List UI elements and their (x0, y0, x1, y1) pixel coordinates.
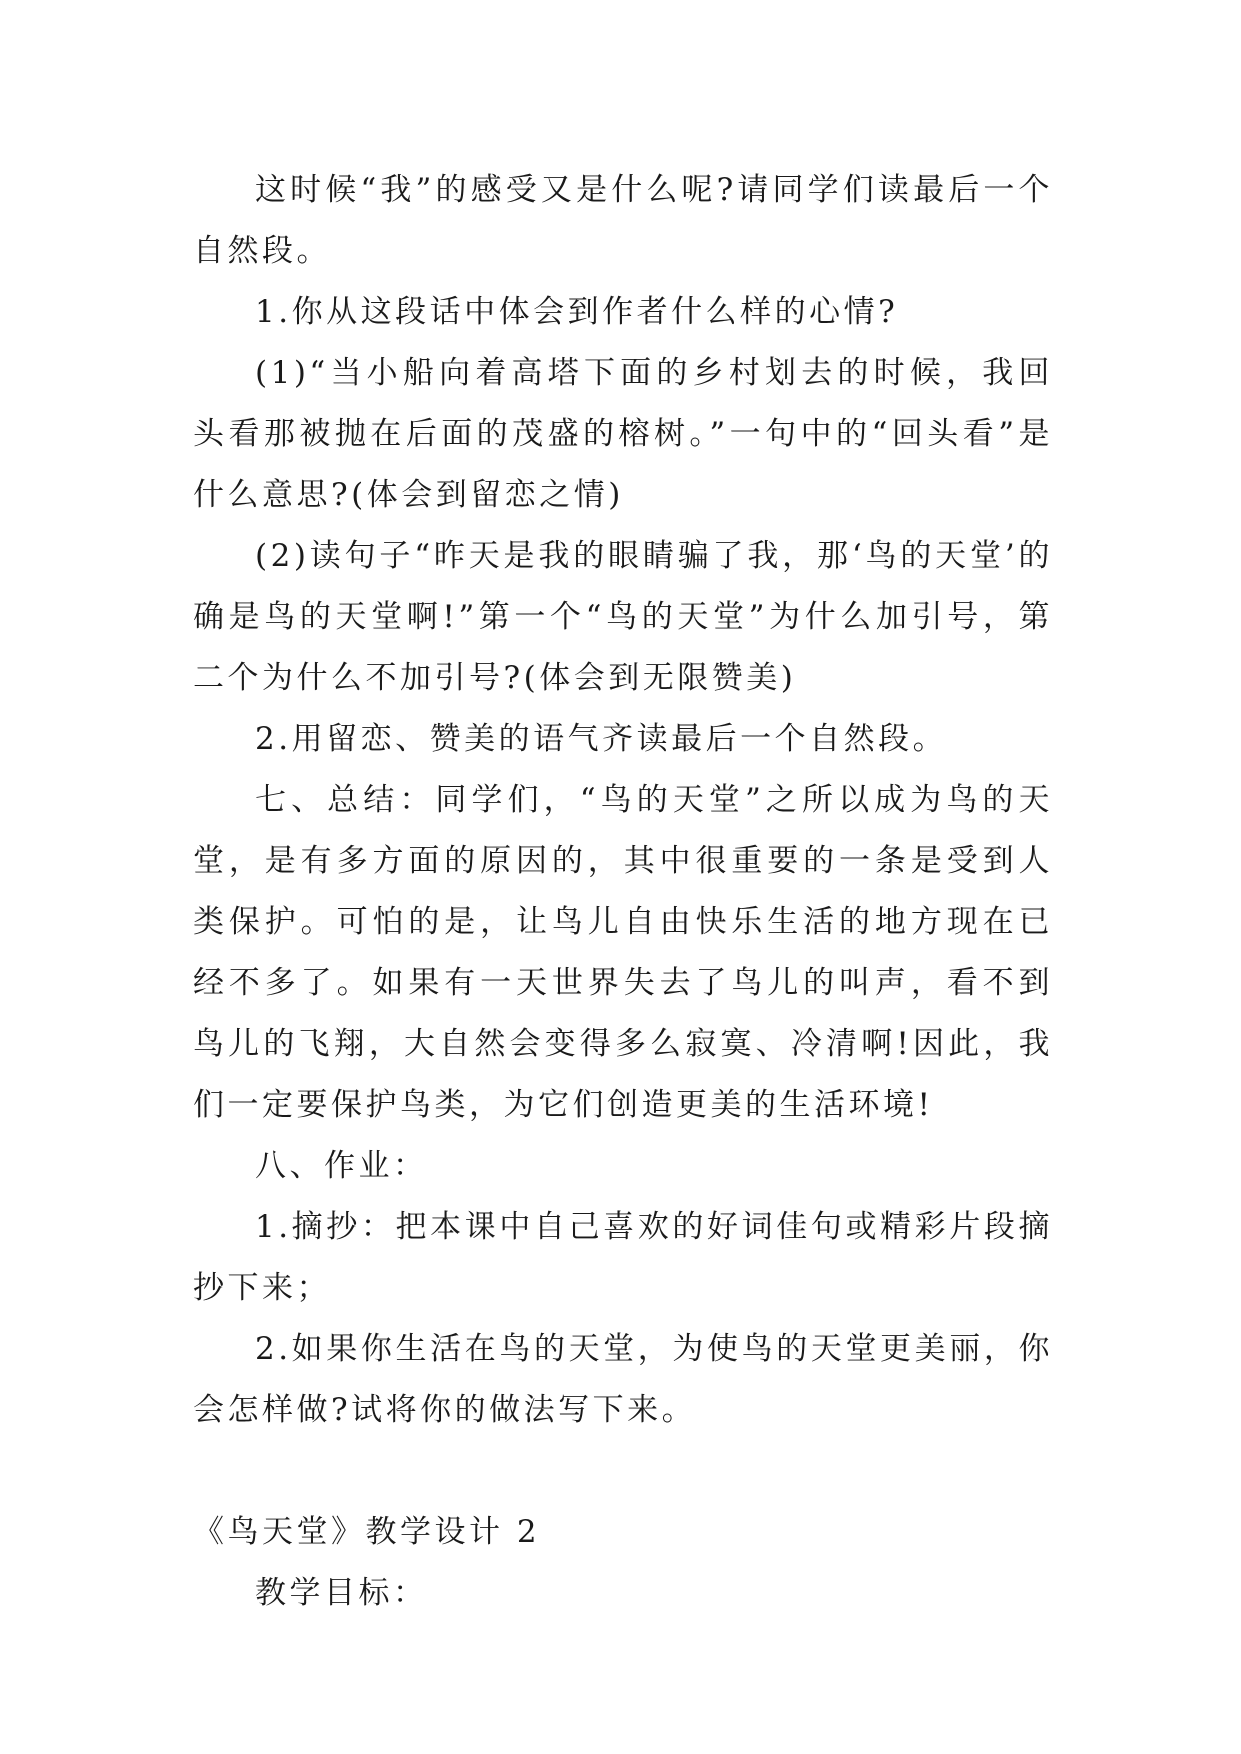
paragraph-summary: 七、总结：同学们，“鸟的天堂”之所以成为鸟的天堂，是有多方面的原因的，其中很重要的一条是受到人类保护。可怕的是，让鸟儿自由快乐生活的地方现在已经不多了。如果有一天世界失去了鸟儿的叫声，看不到鸟儿的飞翔，大自然会变得多么寂寞、冷清啊!因此，我们一定要保护鸟类，为它们创造更美的生活环境! (193, 782, 1053, 1123)
paragraph-sub-question-1: (1)“当小船向着高塔下面的乡村划去的时候，我回头看那被抛在后面的茂盛的榕树。”一句中的“回头看”是什么意思?(体会到留恋之情) (193, 355, 1053, 513)
paragraph-homework-2: 2.如果你生活在鸟的天堂，为使鸟的天堂更美丽，你会怎样做?试将你的做法写下来。 (193, 1331, 1053, 1428)
paragraph-sub-question-2: (2)读句子“昨天是我的眼睛骗了我，那‘鸟的天堂’的确是鸟的天堂啊!”第一个“鸟的天堂”为什么加引号，第二个为什么不加引号?(体会到无限赞美) (193, 538, 1053, 696)
paragraph-homework-1: 1.摘抄：把本课中自己喜欢的好词佳句或精彩片段摘抄下来； (193, 1209, 1053, 1306)
paragraph-teaching-goals: 教学目标： (255, 1575, 428, 1611)
document-body (193, 160, 1053, 1624)
paragraph-question-1: 1.你从这段话中体会到作者什么样的心情? (255, 294, 899, 330)
paragraph-reading-prompt: 这时候“我”的感受又是什么呢?请同学们读最后一个自然段。 (193, 172, 1053, 269)
section-title: 《鸟天堂》教学设计 2 (193, 1514, 541, 1550)
paragraph-question-2: 2.用留恋、赞美的语气齐读最后一个自然段。 (255, 721, 948, 757)
paragraph-homework-heading: 八、作业： (255, 1148, 428, 1184)
